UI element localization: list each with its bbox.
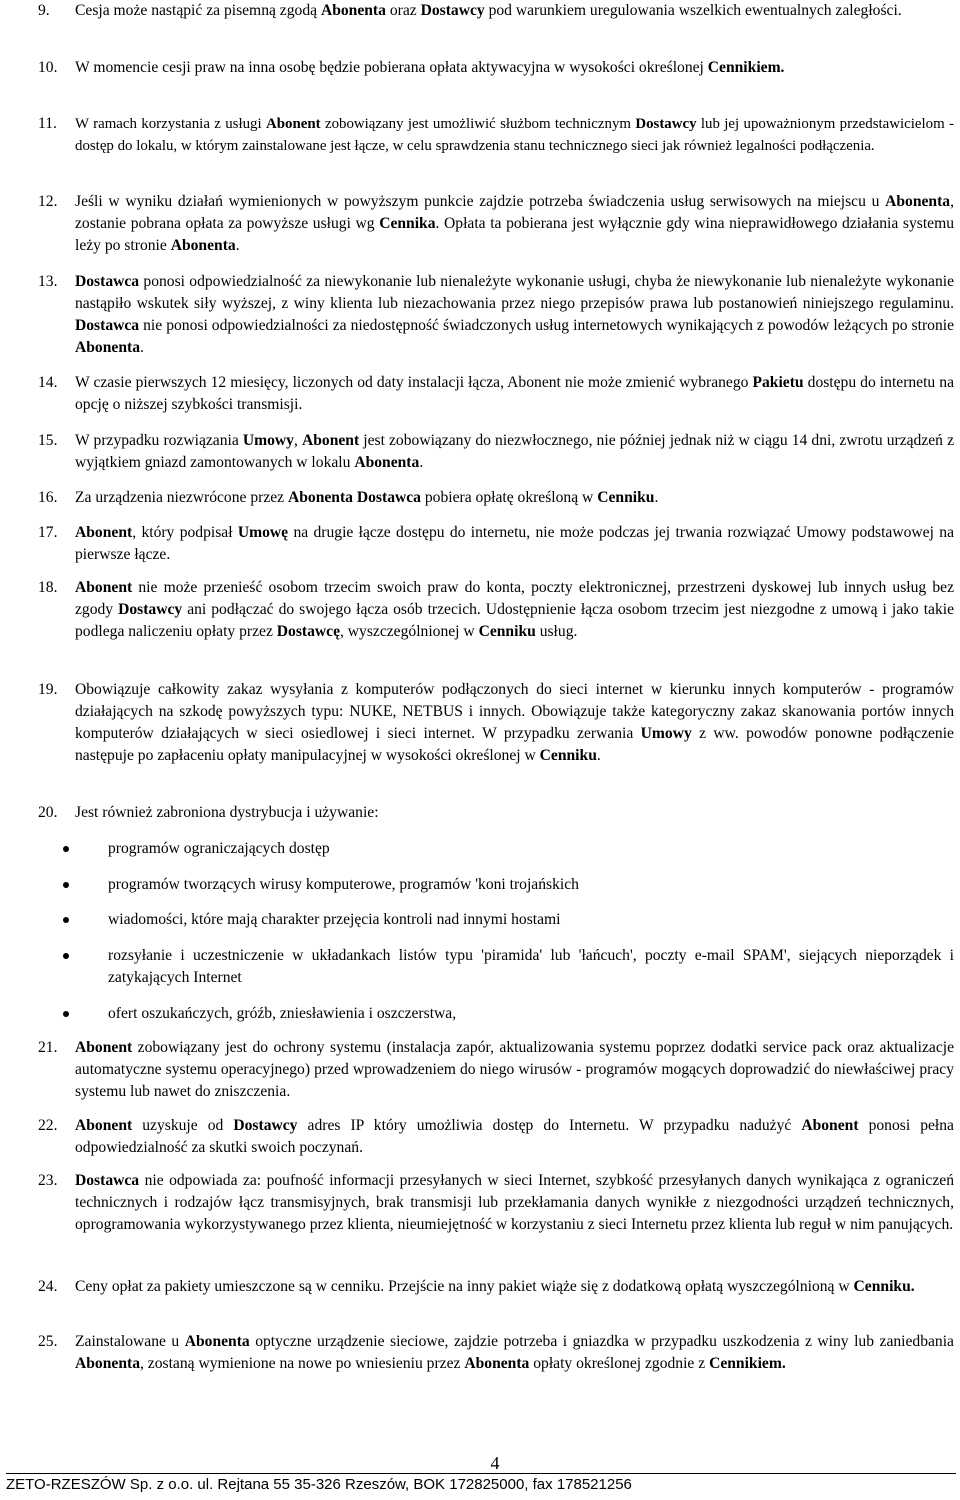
item-number: 17. (38, 524, 58, 541)
item-text: Ceny opłat za pakiety umieszczone są w cenniku. Przejście na inny pakiet wiąże się z dodatkową opłatą wyszczególnioną w Cenniku. (75, 1278, 915, 1295)
item-number: 19. (38, 681, 58, 698)
item-text: Dostawca ponosi odpowiedzialność za niewykonanie lub nienależyte wykonanie usługi, chyba że niewykonanie lub nienależyte wykonanie nastąpiło wskutek siły wyższej, z winy klienta lub niezachowania przez niego przepisów prawa lub postanowień niniejszego regulaminu. Dostawca nie ponosi odpowiedzialności za niedostępność świadczonych usług internetowych wynikających z powodów leżących po stronie Abonenta. (75, 273, 954, 356)
item-number: 21. (38, 1039, 58, 1056)
item-number: 22. (38, 1117, 58, 1134)
bullet-text: ofert oszukańczych, gróźb, zniesławienia i oszczerstwa, (108, 1005, 457, 1022)
footer-company-info: ZETO-RZESZÓW Sp. z o.o. ul. Rejtana 55 35-326 Rzeszów, BOK 172825000, fax 178521256 (6, 1476, 632, 1493)
item-number: 24. (38, 1278, 58, 1295)
item-text: W ramach korzystania z usługi Abonent zobowiązany jest umożliwić służbom technicznym Dostawcy lub jej upoważnionym przedstawicielom - dostęp do lokalu, w którym zainstalowane jest łącze, w celu sprawdzenia stanu technicznego sieci jak również legalności podłączenia. (75, 116, 954, 154)
bullet-icon (63, 846, 69, 852)
item-text: Zainstalowane u Abonenta optyczne urządzenie sieciowe, zajdzie potrzeba i gniazdka w przypadku uszkodzenia z winy lub zaniedbania Abonenta, zostaną wymienione na nowe po wniesieniu przez Abonenta opłaty określonej zgodnie z Cennikiem. (75, 1333, 954, 1372)
item-number: 20. (38, 804, 58, 821)
bullet-icon (63, 917, 69, 923)
bullet-text: rozsyłanie i uczestniczenie w układankach listów typu 'piramida' lub 'łańcuch', poczty e-mail SPAM', siejących nieporządek i zatykających Internet (108, 947, 954, 986)
item-text: Jeśli w wyniku działań wymienionych w powyższym punkcie zajdzie potrzeba świadczenia usług serwisowych na miejscu u Abonenta, zostanie pobrana opłata za powyższe usługi wg Cennika. Opłata ta pobierana jest wyłącznie gdy wina nieprawidłowego działania systemu leży po stronie Abonenta. (75, 193, 955, 254)
item-number: 18. (38, 579, 58, 596)
item-number: 12. (38, 193, 58, 210)
item-text: Abonent uzyskuje od Dostawcy adres IP który umożliwia dostęp do Internetu. W przypadku nadużyć Abonent ponosi pełna odpowiedzialność za skutki swoich poczynań. (75, 1117, 954, 1156)
item-text: Abonent nie może przenieść osobom trzecim swoich praw do konta, poczty elektronicznej, przestrzeni dyskowej lub innych usług bez zgody Dostawcy ani podłączać do swojego łącza osób trzecich. Udostępnienie łącza osobom trzecim jest niezgodne z umową i jako takie podlega naliczeniu opłaty przez Dostawcę, wyszczególnionej w Cenniku usług. (75, 579, 955, 640)
item-number: 10. (38, 59, 58, 76)
item-number: 25. (38, 1333, 58, 1350)
page-number: 4 (490, 1453, 500, 1473)
item-text: W przypadku rozwiązania Umowy, Abonent jest zobowiązany do niezwłocznego, nie później jednak niż w ciągu 14 dni, zwrotu urządzeń z wyjątkiem gniazd zamontowanych w lokalu Abonenta. (75, 432, 954, 471)
bullet-icon (63, 953, 69, 959)
item-number: 23. (38, 1172, 58, 1189)
item-text: Jest również zabroniona dystrybucja i używanie: (75, 804, 379, 821)
item-text: Cesja może nastąpić za pisemną zgodą Abonenta oraz Dostawcy pod warunkiem uregulowania wszelkich ewentualnych zaległości. (75, 2, 902, 19)
bullet-text: programów tworzących wirusy komputerowe, programów 'koni trojańskich (108, 876, 579, 893)
item-text: Dostawca nie odpowiada za: poufność informacji przesyłanych w sieci Internet, szybkość przesyłanych danych wynikająca z ograniczeń technicznych i rodzajów łącz transmisyjnych, brak transmisji lub przekłamania danych wynikłe z niezgodności urządzeń technicznych, oprogramowania wykorzystywanego przez klienta, nieumiejętność w korzystaniu z sieci Internetu przez klienta lub reguł w nim panujących. (75, 1172, 954, 1233)
item-number: 16. (38, 489, 58, 506)
bullet-icon (63, 1011, 69, 1017)
item-number: 13. (38, 273, 58, 290)
item-text: Obowiązuje całkowity zakaz wysyłania z komputerów podłączonych do sieci internet w kierunku innych komputerów - programów działających na szkodę powyższych typu: NUKE, NETBUS i innych. Obowiązuje także kategoryczny zakaz skanowania portów innych komputerów działających w sieci osiedlowej i sieci internet. W przypadku zerwania Umowy z ww. powodów ponowne podłączenie następuje po zapłaceniu opłaty manipulacyjnej w wysokości określonej w Cenniku. (75, 681, 954, 764)
item-text: Abonent zobowiązany jest do ochrony systemu (instalacja zapór, aktualizowania systemu poprzez dodatki service pack oraz aktualizacje automatyczne systemu operacyjnego) przed wprowadzeniem do niego wirusów - programów mogących doprowadzić do niewłaściwej pracy systemu lub nawet do zniszczenia. (75, 1039, 954, 1100)
item-text: W czasie pierwszych 12 miesięcy, liczonych od daty instalacji łącza, Abonent nie może zmienić wybranego Pakietu dostępu do internetu na opcję o niższej szybkości transmisji. (75, 374, 954, 413)
item-text: Za urządzenia niezwrócone przez Abonenta Dostawca pobiera opłatę określoną w Cenniku. (75, 489, 659, 506)
bullet-text: programów ograniczających dostęp (108, 840, 330, 857)
bullet-icon (63, 882, 69, 888)
footer-divider (6, 1473, 956, 1474)
item-number: 15. (38, 432, 58, 449)
item-text: W momencie cesji praw na inna osobę będzie pobierana opłata aktywacyjna w wysokości określonej Cennikiem. (75, 59, 785, 76)
bullet-text: wiadomości, które mają charakter przejęcia kontroli nad innymi hostami (108, 911, 561, 928)
item-number: 11. (38, 115, 57, 132)
item-number: 9. (38, 2, 50, 19)
item-text: Abonent, który podpisał Umowę na drugie łącze dostępu do internetu, nie może podczas jej trwania rozwiązać Umowy podstawowej na pierwsze łącze. (75, 524, 954, 563)
item-number: 14. (38, 374, 58, 391)
